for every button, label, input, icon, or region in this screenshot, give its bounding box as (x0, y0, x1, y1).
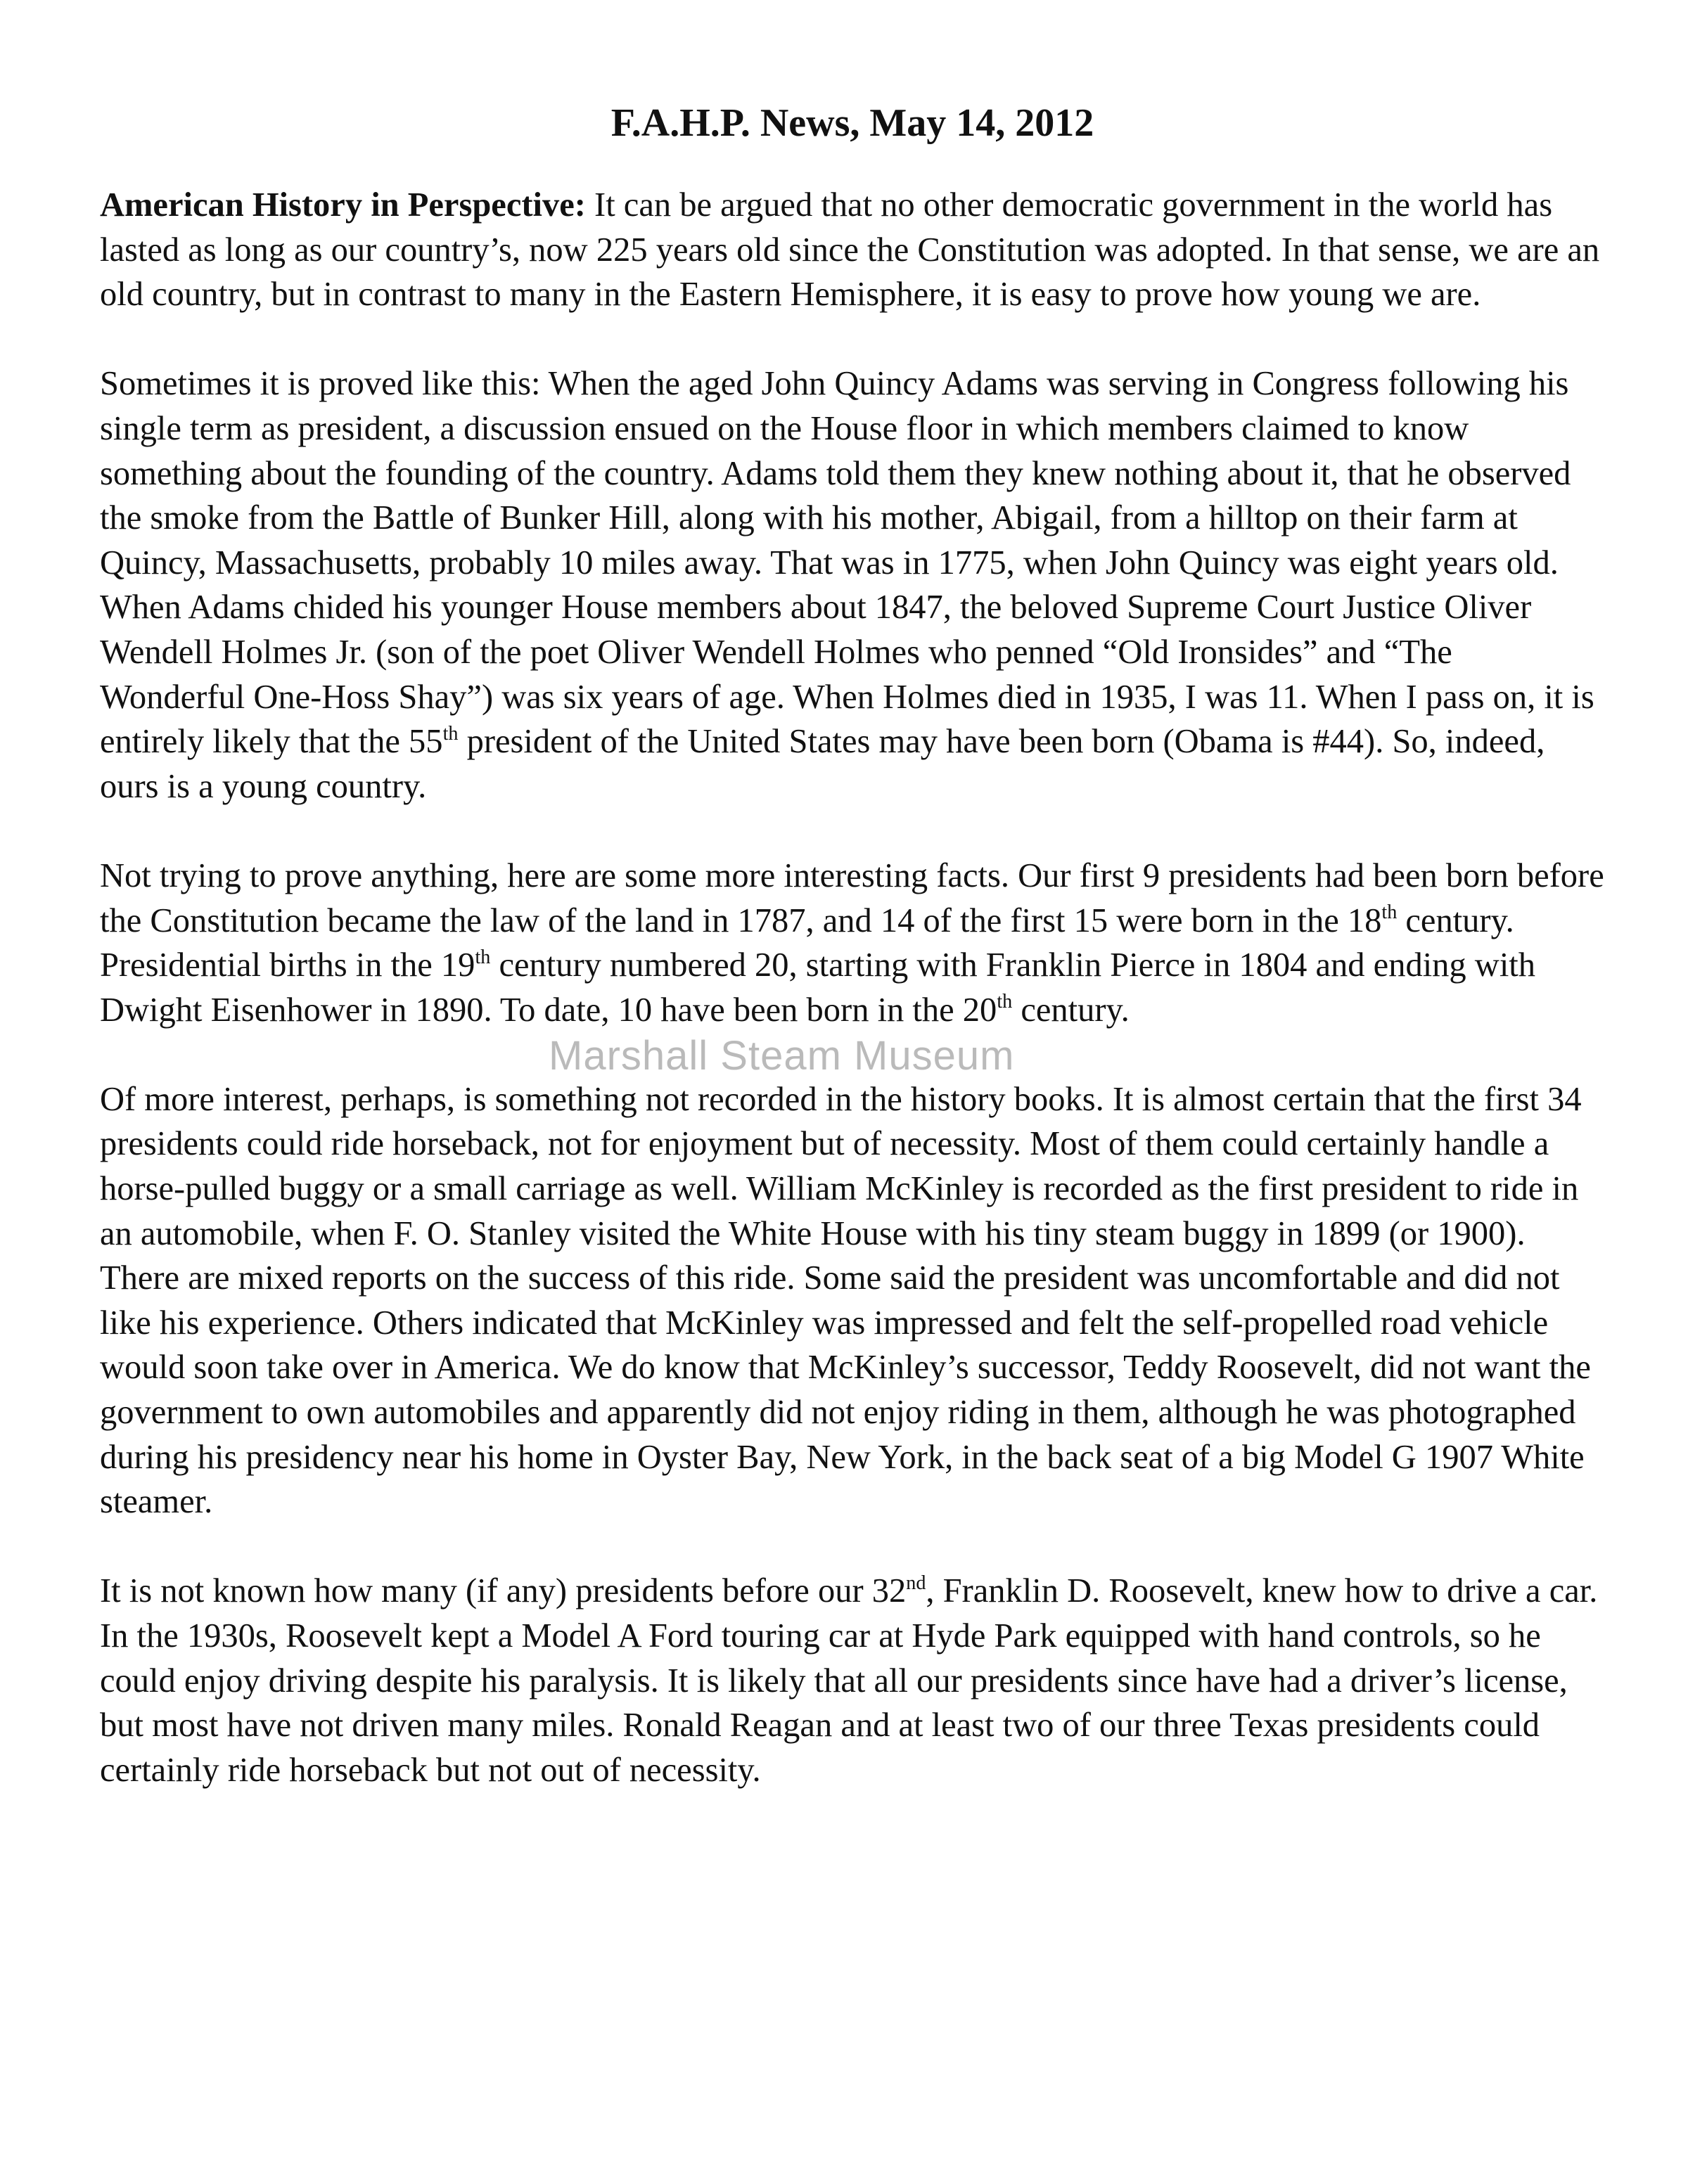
paragraph-3-text-a: Not trying to prove anything, here are some more interesting facts. Our first 9 presidents had been born before the Constitution became the law of the land in 1787, and 14 of the first 15 were born in the 18 (100, 856, 1604, 939)
paragraph-5-text-a: It is not known how many (if any) presidents before our 32 (100, 1572, 907, 1610)
ordinal-suffix: th (997, 991, 1013, 1013)
paragraph-3 (100, 854, 1605, 1032)
paragraph-1 (100, 183, 1605, 317)
page-title: F.A.H.P. News, May 14, 2012 (610, 101, 1094, 145)
paragraph-2 (100, 361, 1605, 809)
document-page (100, 98, 1605, 1837)
ordinal-suffix: nd (906, 1572, 926, 1594)
paragraph-2-text-b: president of the United States may have been born (Obama is #44). So, indeed, ours is a young country. (100, 723, 1545, 805)
ordinal-suffix: th (1381, 901, 1398, 923)
paragraph-3-text-d: century. (1012, 991, 1130, 1029)
paragraph-3-text-c: century numbered 20, starting with Franklin Pierce in 1804 and ending with Dwight Eisenhower in 1890. To date, 10 have been born in the 20 (100, 946, 1536, 1029)
paragraph-1-text: It can be argued that no other democratic government in the world has lasted as long as our country’s, now 225 years old since the Constitution was adopted. In that sense, we are an old country, but in contrast to many in the Eastern Hemisphere, it is easy to prove how young we are. (100, 186, 1600, 314)
paragraph-3-text-b: century. Presidential births in the 19 (100, 901, 1514, 984)
ordinal-suffix: th (442, 722, 459, 745)
paragraph-5-text-b: , Franklin D. Roosevelt, knew how to drive a car. In the 1930s, Roosevelt kept a Model A Ford touring car at Hyde Park equipped with hand controls, so he could enjoy driving despite his paralysis. It is likely that all our presidents since have had a driver’s license, but most have not driven many miles. Ronald Reagan and at least two of our three Texas presidents could certainly ride horseback but not out of necessity. (100, 1572, 1598, 1789)
paragraph-2-text-a: Sometimes it is proved like this: When the aged John Quincy Adams was serving in Congress following his single term as president, a discussion ensued on the House floor in which members claimed to know something about the founding of the country. Adams told them they knew nothing about it, that he observed the smoke from the Battle of Bunker Hill, along with his mother, Abigail, from a hilltop on their farm at Quincy, Massachusetts, probably 10 miles away. That was in 1775, when John Quincy was eight years old. When Adams chided his younger House members about 1847, the beloved Supreme Court Justice Oliver Wendell Holmes Jr. (son of the poet Oliver Wendell Holmes who penned “Old Ironsides” and “The Wonderful One-Hoss Shay”) was six years of age. When Holmes died in 1935, I was 11. When I pass on, it is entirely likely that the 55 (100, 365, 1594, 761)
watermark: Marshall Steam Museum (549, 1033, 1015, 1079)
paragraph-4-text: Of more interest, perhaps, is something not recorded in the history books. It is almost certain that the first 34 presidents could ride horseback, not for enjoyment but of necessity. Most of them could certainly handle a horse-pulled buggy or a small carriage as well. William McKinley is recorded as the first president to ride in an automobile, when F. O. Stanley visited the White House with his tiny steam buggy in 1899 (or 1900). There are mixed reports on the success of this ride. Some said the president was uncomfortable and did not like his experience. Others indicated that McKinley was impressed and felt the self-propelled road vehicle would soon take over in America. We do know that McKinley’s successor, Teddy Roosevelt, did not want the government to own automobiles and apparently did not enjoy riding in them, although he was photographed during his presidency near his home in Oyster Bay, New York, in the back seat of a big Model G 1907 White steamer. (100, 1080, 1591, 1521)
ordinal-suffix: th (475, 946, 491, 968)
paragraph-5 (100, 1569, 1605, 1792)
paragraph-4 (100, 1077, 1605, 1524)
section-heading: American History in Perspective: (100, 186, 586, 224)
